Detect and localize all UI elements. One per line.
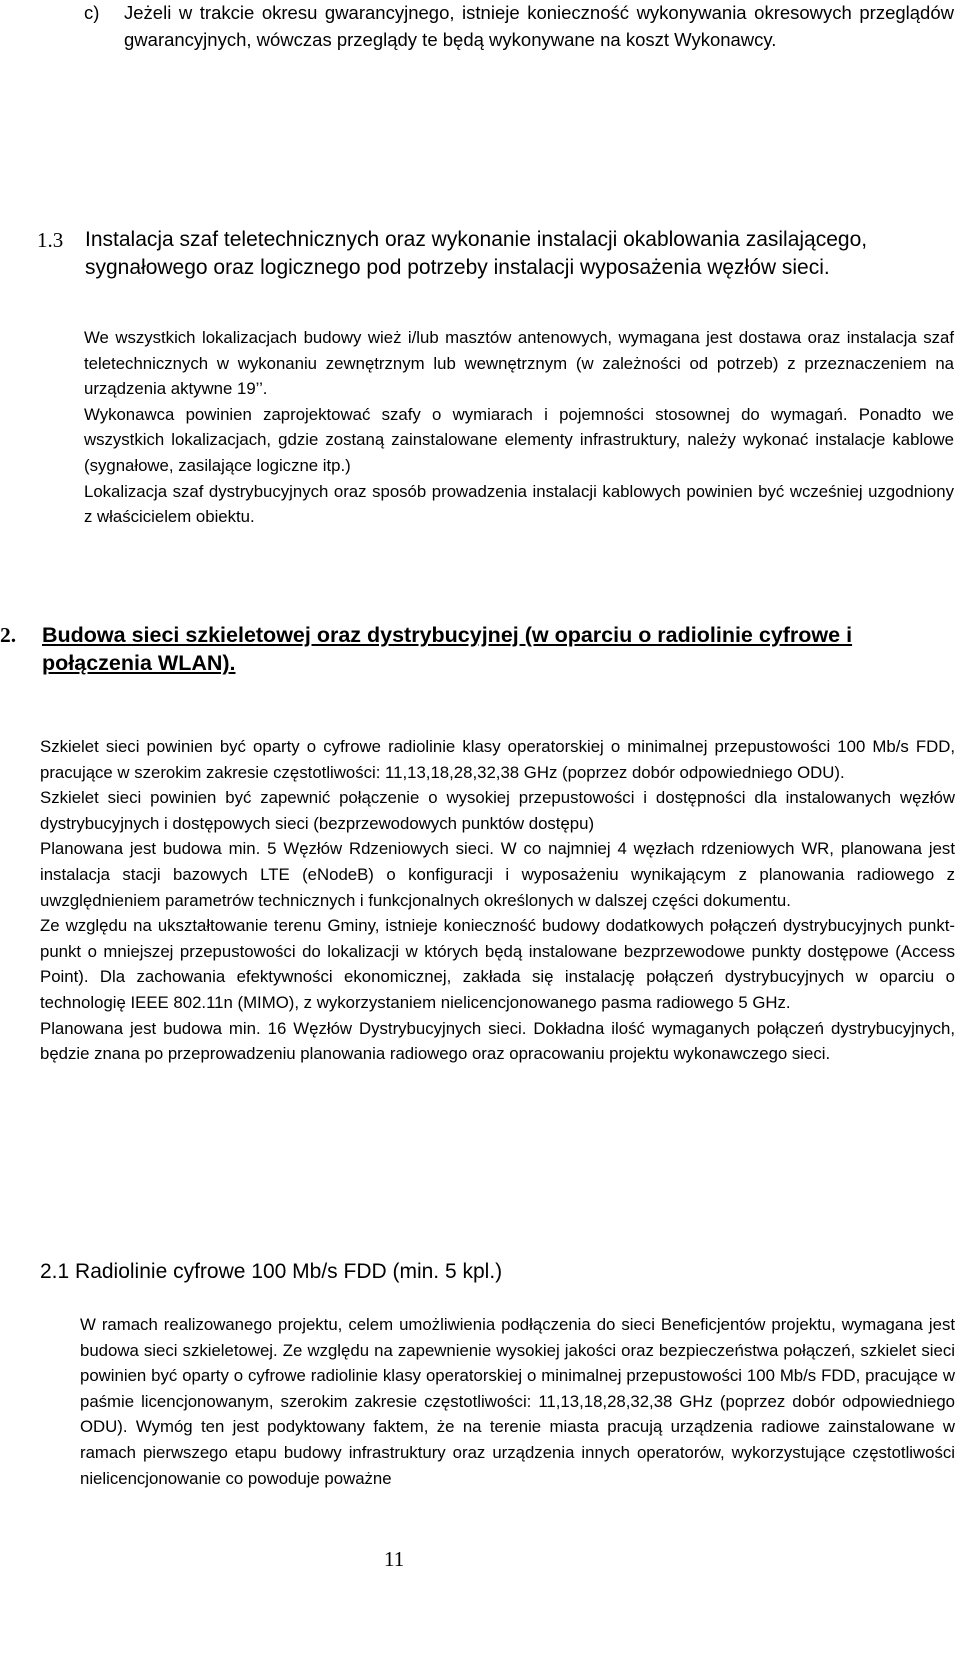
section-2-1-heading: 2.1 Radiolinie cyfrowe 100 Mb/s FDD (min. 5 kpl.) [40,1260,503,1283]
section-number: 2. [0,623,17,647]
list-item-label: c) [84,2,100,23]
paragraph: Szkielet sieci powinien być zapewnić połączenie o wysokiej przepustowości i dostępności dla instalowanych węzłów dystrybucyjnych i dostępowych sieci (bezprzewodowych punktów dostępu) [40,788,955,833]
section-2-1-body [80,1312,955,1491]
paragraph: Szkielet sieci powinien być oparty o cyfrowe radiolinie klasy operatorskiej o minimalnej przepustowości 100 Mb/s FDD, pracujące w szerokim zakresie częstotliwości: 11,13,18,28,32,38 GHz (poprzez dobór odpowiedniego ODU). [40,737,955,782]
paragraph: Planowana jest budowa min. 5 Węzłów Rdzeniowych sieci. W co najmniej 4 węzłach rdzeniowych WR, planowana jest instalacja stacji bazowych LTE (eNodeB) o konfiguracji i wyposażeniu wynikającym z planowania radiowego z uwzględnieniem parametrów technicznych i funkcjonalnych określonych w dalszej części dokumentu. [40,839,955,910]
section-number: 1.3 [37,228,64,252]
paragraph: Ze względu na ukształtowanie terenu Gminy, istnieje konieczność budowy dodatkowych połączeń dystrybucyjnych punkt-punkt o mniejszej przepustowości do lokalizacji w których będą instalowane bezprzewodowe punkty dostępowe (Access Point). Dla zachowania efektywności ekonomicznej, zakłada się instalację połączeń dystrybucyjnych w oparciu o technologię IEEE 802.11n (MIMO), z wykorzystaniem nielicencjonowanego pasma radiowego 5 GHz. [40,916,955,1012]
paragraph: Lokalizacja szaf dystrybucyjnych oraz sposób prowadzenia instalacji kablowych powinien być wcześniej uzgodniony z właścicielem obiektu. [84,481,954,527]
section-2-body [40,734,955,1067]
section-heading-text: Instalacja szaf teletechnicznych oraz wykonanie instalacji okablowania zasilającego, sygnałowego oraz logicznego pod potrzeby instalacji wyposażenia węzłów sieci. [85,228,868,279]
paragraph: W ramach realizowanego projektu, celem umożliwienia podłączenia do sieci Beneficjentów projektu, wymagana jest budowa sieci szkieletowej. Ze względu na zapewnienie wysokiej jakości oraz bezpieczeństwa połączeń, szkielet sieci powinien być oparty o cyfrowe radiolinie klasy operatorskiej o minimalnej przepustowości 100 Mb/s FDD, pracujące w paśmie licencjonowanym, szerokim zakresie częstotliwości: 11,13,18,28,32,38 GHz (poprzez dobór odpowiedniego ODU). Wymóg ten jest podyktowany faktem, że na terenie miasta pracują urządzenia radiowe zainstalowane w ramach pierwszego etapu budowy infrastruktury oraz urządzenia innych operatorów, wykorzystujące częstotliwości nielicencjonowanie co powoduje poważne [80,1315,955,1488]
section-1-3-body [84,325,954,530]
paragraph: Wykonawca powinien zaprojektować szafy o wymiarach i pojemności stosownej do wymagań. Ponadto we wszystkich lokalizacjach, gdzie zostaną zainstalowane elementy infrastruktury, należy wykonać instalacje kablowe (sygnałowe, zasilające logiczne itp.) [84,404,954,475]
section-heading-text: Budowa sieci szkieletowej oraz dystrybucyjnej (w oparciu o radiolinie cyfrowe i połączenia WLAN). [42,623,853,675]
paragraph: We wszystkich lokalizacjach budowy wież i/lub masztów antenowych, wymagana jest dostawa oraz instalacja szaf teletechnicznych w wykonaniu zewnętrznym lub wewnętrznym (w zależności od potrzeb) z przeznaczeniem na urządzenia aktywne 19’’. [84,328,954,399]
list-item-text: Jeżeli w trakcie okresu gwarancyjnego, istnieje konieczność wykonywania okresowych przeglądów gwarancyjnych, wówczas przeglądy te będą wykonywane na koszt Wykonawcy. [124,2,954,50]
paragraph: Planowana jest budowa min. 16 Węzłów Dystrybucyjnych sieci. Dokładna ilość wymaganych połączeń dystrybucyjnych, będzie znana po przeprowadzeniu planowania radiowego oraz opracowaniu projektu wykonawczego sieci. [40,1018,955,1064]
page-number: 11 [384,1547,405,1571]
